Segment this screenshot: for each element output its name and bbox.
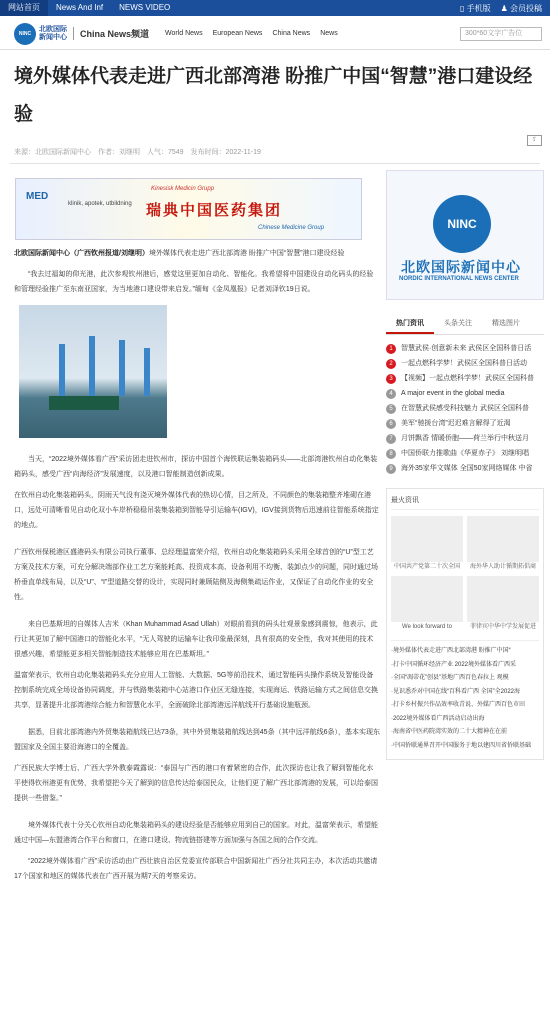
list-item[interactable]: 9 海外35家华文媒体 全国50家网络媒体 中省 [386,461,544,476]
recent-block [386,488,544,760]
paragraph: 在钦州自动化集装箱码头，阴雨天气没有浇灭境外媒体代表的热切心情，目之所及，不同颜色的集装箱整齐堆砌在港口，远处可清晰看见自动化双小车岸桥稳稳吊装集装箱到智能导引运输车(IGV)，IGV接到货物后迅速前往智能系统指定的地点。 [14,492,379,529]
ad-text-box[interactable]: 300*60文字广告位 [460,27,542,41]
nav-china-news[interactable]: China News [272,30,311,37]
list-item[interactable]: 8 中国侨联力推歌曲《华夏赤子》 刘继明唱 [386,446,544,461]
article-meta: 来源：北欧国际新闻中心 作者：刘继明 人气：7549 发布时间：2022-11-19 [14,149,261,156]
tab-photos[interactable]: 精选图片 [492,320,520,327]
list-item[interactable]: ·境外媒体代表走进广西北部湾港 盼推广中国“ [391,648,511,654]
sidebar-logo[interactable]: NINC 北欧国际新闻中心 NORDIC INTERNATIONAL NEWS CENTER [386,170,544,300]
nav-european-news[interactable]: European News [212,30,263,37]
sidebar [386,170,544,760]
share-icon[interactable]: ⇪ [527,135,542,146]
tab-hot[interactable]: 热门资讯 [386,314,434,334]
article-body [14,170,380,884]
list-item[interactable]: 7 月饼飘香 情暖侨胞——荷兰举行中秋送月 [386,431,544,446]
port-photo [19,305,167,438]
article-title: 境外媒体代表走进广西北部湾港 盼推广中国“智慧”港口建设经验 [14,66,533,125]
nav-news-video[interactable]: NEWS VIDEO [119,3,171,12]
recent-list [391,640,539,753]
channel-nav [165,30,338,37]
list-item[interactable]: ·打卡乡村振兴作品效率收青说、外媒广西百色市田 [391,702,525,708]
paragraph: 广西钦州保税港区盛港码头有限公司执行董事、总经理温富荣介绍，钦州自动化集装箱码头采用全球首创的“U”型工艺方案及技术方案，可充分解决端部作业工艺方案能耗高、投资成本高、设备利用不均衡、装卸点少的问题，同时通过场桥垂直单线布局，以及“U”、“I”型道路交替的设计，实现同时兼顾陆侧及海侧集疏运作业，又保证了自动化作业的安全性。 [14,549,378,601]
nav-home[interactable]: 网站首页 [0,0,48,16]
paragraph: “我去过福匐的仰光港，此次参观钦州港后，感觉这里更加自动化、智能化。我希望将中国建设自动化码头的经验和管理经验推广至东南亚国家，为当地港口建设带来启发。”缅甸《金凤凰报》记者刘泽钦19日说。 [14,271,374,293]
news-card[interactable]: 菲律宾中华中学发展促进 [467,576,539,632]
site-header [0,18,550,50]
top-bar [0,0,550,16]
paragraph: 境外媒体代表十分关心钦州自动化集装箱码头的建设经验是否能够应用到自己的国家。对此，温富荣表示，希望能通过中国—东盟港湾合作平台和窗口，在港口建设、物流链搭建等方面加强与各国之间的合作交流。 [14,822,378,844]
nav-news[interactable]: News [320,30,338,37]
paragraph: 温富荣表示，钦州自动化集装箱码头充分应用人工智能、大数据、5G等前沿技术，通过智能码头操作系统及智能设备控制系统完成全场设备协同调度，并与铁路集装箱中心站港口作业区无缝连接，实现海运、铁路运输方式之间信息交换共享，显著提升北部湾港综合能力和智慧化水平，全面破除北部湾港远洋航线开行基础设施瓶颈。 [14,672,378,709]
paragraph: 据悉，目前北部湾港内外贸集装箱航线已达73条，其中外贸集装箱航线达到45条（其中远洋航线6条），基本实现东盟国家及全国主要沿海港口的全覆盖。 [14,729,380,751]
globe-icon: NINC [433,195,491,253]
recent-title: 最火资讯 [391,495,539,510]
news-card[interactable]: 中国共产党第二十次全国 [391,516,463,572]
tab-headline[interactable]: 头条关注 [444,320,472,327]
news-card[interactable]: We look forward to [391,576,463,632]
list-item[interactable]: ·海南省中医药院湾实效的二十大精神在在前 [391,729,507,735]
sidebar-tabs [386,314,544,335]
list-item[interactable]: ·全国“凋蒂花”创县”基地广西百色春拉上 观模 [391,675,509,681]
list-item[interactable]: ·2022境外媒体看广西活动启动出海 [391,715,485,722]
ad-banner[interactable]: MED klinik, apotek, utbildning Kinesisk Medicin Grupp 瑞典中国医药集团 Chinese Medicine Group [15,178,362,240]
news-card[interactable]: 海外华人助计循期拓倡商 [467,516,539,572]
divider [10,163,540,164]
list-item[interactable]: ·中国侨联通界召开中国服务于地以建四川省侨联基础 [391,742,531,749]
list-item[interactable]: 4 A major event in the global media [386,386,544,401]
paragraph: 广西民族大学博士后、广西大学外教泰霞露说：“泰国与广西的港口有着紧密的合作，此次探访也让我了解到智能化水平使得钦州港更有优势，我希望把今天了解到的信息传达给泰国民众，让他们更了解广西北部湾港的发展，可以给泰国提供一些借鉴。” [14,765,378,802]
channel-title: China News频道 [73,27,149,40]
list-item[interactable]: 2 一起点燃科学梦！武侯区全国科普日活动 [386,356,544,371]
nav-news-and-inf[interactable]: News And Inf [56,3,104,12]
nav-world-news[interactable]: World News [165,30,203,37]
list-item[interactable]: 1 智慧武侯·创意新未来 武侯区全国科普日活 [386,341,544,356]
hot-list [386,341,544,476]
member-link[interactable]: ♟ 会员投稿 [500,3,542,13]
list-item[interactable]: ·见识悉乔对中国在线“百科看广西 全国”全2022海 [391,688,521,695]
mobile-link[interactable]: ▯ 手机版 [459,3,491,13]
list-item[interactable]: 5 在智慧武侯感受科技魅力 武侯区全国科普 [386,401,544,416]
list-item[interactable]: 3 【视频】一起点燃科学梦！武侯区全国科普 [386,371,544,386]
site-logo[interactable]: NINC 北欧国际 新闻中心 [14,23,67,45]
list-item[interactable]: 6 美军“驰援台湾”迟迟难言解得了近渴 [386,416,544,431]
lead-paragraph: 北欧国际新闻中心（广西钦州报道/刘继明）境外媒体代表走进广西北部湾港 盼推广中国“智慧”港口建设经验 [14,250,345,257]
paragraph: 来自巴基斯坦的自媒体人吉米（Khan Muhammad Asad Ullah）对眼前看到的码头壮观景象感到震惊，他表示，此行让其更加了解中国港口的智能化水平，“无人驾驶的运输车让我印象最深刻，具有很高的安全性，我对其使用的技术很感兴趣，希望能更多相关智能制造技术能够应用在巴基斯坦。” [14,621,378,658]
paragraph: 当天，“2022境外媒体看广西”采访团走进钦州市，探访中国首个海铁联运集装箱码头——北部湾港钦州自动化集装箱码头，感受广西“向海经济”发展速度，以及港口智能制造创新成果。 [14,456,378,478]
paragraph: “2022境外媒体看广西”采访活动由广西壮族自治区党委宣传部联合中国新闻社广西分社共同主办，本次活动共邀请17个国家和地区的媒体代表在广西开展为期7天的考察采访。 [14,858,378,880]
list-item[interactable]: ·打卡中国循环经济产业 2022境外媒体看广西采 [391,661,517,668]
globe-icon: NINC [14,23,36,45]
